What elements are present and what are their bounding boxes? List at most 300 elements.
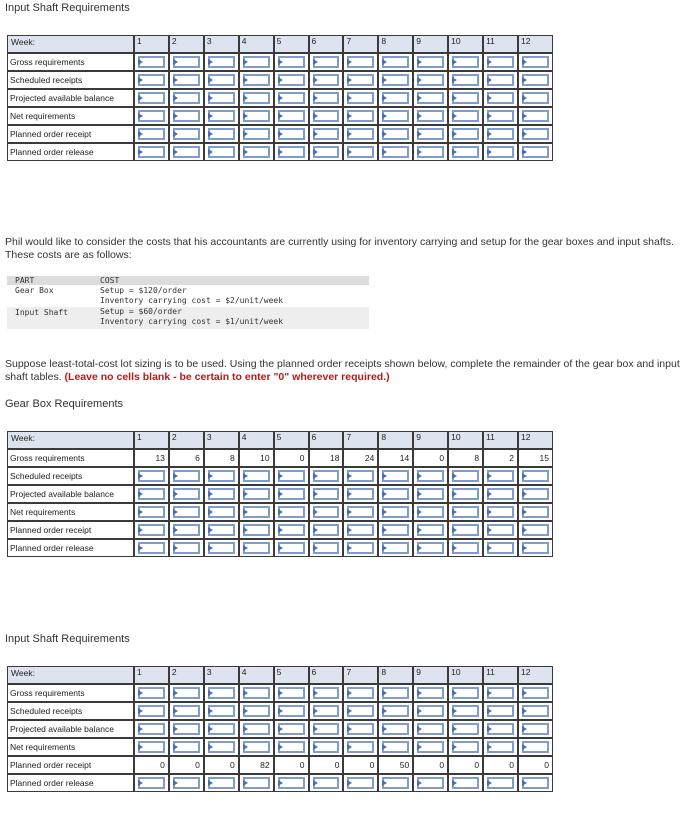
planned-order-release-row	[7, 539, 553, 557]
input-cell[interactable]	[134, 521, 169, 539]
receipt-value: 0	[204, 756, 239, 774]
week-number: 11	[483, 431, 518, 449]
input-cell[interactable]	[413, 684, 448, 702]
input-cell[interactable]	[309, 467, 344, 485]
input-cell[interactable]	[134, 774, 169, 792]
input-cell[interactable]	[518, 738, 553, 756]
cost-table	[7, 276, 369, 329]
input-cell[interactable]	[134, 143, 169, 161]
input-cell[interactable]	[413, 53, 448, 71]
row-label: Scheduled receipts	[7, 702, 134, 720]
row-label: Scheduled receipts	[7, 71, 134, 89]
input-cell[interactable]	[204, 143, 239, 161]
input-cell[interactable]	[378, 539, 413, 557]
input-cell[interactable]	[378, 720, 413, 738]
input-cell[interactable]	[134, 702, 169, 720]
week-number: 5	[274, 666, 309, 684]
week-number: 9	[413, 666, 448, 684]
input-cell[interactable]	[204, 684, 239, 702]
input-cell[interactable]	[448, 143, 483, 161]
input-cell[interactable]	[413, 738, 448, 756]
row-label: Planned order receipt	[7, 521, 134, 539]
input-cell[interactable]	[378, 774, 413, 792]
input-cell[interactable]	[343, 125, 378, 143]
input-cell[interactable]	[378, 702, 413, 720]
input-cell[interactable]	[343, 503, 378, 521]
input-cell[interactable]	[239, 720, 274, 738]
input-cell[interactable]	[274, 702, 309, 720]
receipt-value: 0	[169, 756, 204, 774]
row-label: Planned order release	[7, 539, 134, 557]
input-cell[interactable]	[204, 521, 239, 539]
week-number: 7	[343, 431, 378, 449]
input-cell[interactable]	[204, 53, 239, 71]
input-cell[interactable]	[378, 521, 413, 539]
projected-balance-row	[7, 89, 553, 107]
input-cell[interactable]	[518, 521, 553, 539]
input-cell[interactable]	[239, 503, 274, 521]
input-cell[interactable]	[309, 107, 344, 125]
net-requirements-row	[7, 738, 553, 756]
input-cell[interactable]	[309, 720, 344, 738]
input-shaft-carrying: Inventory carrying cost = $1/unit/week	[100, 317, 284, 326]
input-cell[interactable]	[518, 503, 553, 521]
gross-value: 0	[413, 449, 448, 467]
input-cell[interactable]	[309, 521, 344, 539]
gross-value: 8	[204, 449, 239, 467]
input-cell[interactable]	[274, 53, 309, 71]
input-cell[interactable]	[169, 71, 204, 89]
input-cell[interactable]	[483, 503, 518, 521]
input-cell[interactable]	[169, 521, 204, 539]
planned-order-release-row	[7, 143, 553, 161]
input-cell[interactable]	[448, 521, 483, 539]
week-number: 9	[413, 431, 448, 449]
input-cell[interactable]	[378, 684, 413, 702]
week-number: 4	[239, 431, 274, 449]
input-shaft-carrying-row	[7, 318, 369, 329]
input-cell[interactable]	[169, 125, 204, 143]
input-cell[interactable]	[343, 738, 378, 756]
row-label: Projected available balance	[7, 720, 134, 738]
week-label: Week:	[7, 431, 134, 449]
input-cell[interactable]	[448, 720, 483, 738]
input-cell[interactable]	[274, 467, 309, 485]
planned-order-release-row	[7, 774, 553, 792]
input-cell[interactable]	[169, 720, 204, 738]
input-cell[interactable]	[483, 684, 518, 702]
input-cell[interactable]	[169, 774, 204, 792]
scheduled-receipts-row	[7, 71, 553, 89]
planned-order-receipt-row	[7, 756, 553, 774]
row-label: Gross requirements	[7, 53, 134, 71]
instructions-paragraph	[5, 358, 695, 384]
input-cell[interactable]	[134, 539, 169, 557]
input-cell[interactable]	[343, 143, 378, 161]
input-cell[interactable]	[413, 702, 448, 720]
input-cell[interactable]	[274, 143, 309, 161]
week-number: 12	[518, 35, 553, 53]
input-cell[interactable]	[483, 107, 518, 125]
input-cell[interactable]	[413, 107, 448, 125]
input-cell[interactable]	[274, 738, 309, 756]
input-cell[interactable]	[169, 702, 204, 720]
input-cell[interactable]	[204, 539, 239, 557]
input-cell[interactable]	[343, 702, 378, 720]
row-label: Gross requirements	[7, 449, 134, 467]
input-cell[interactable]	[134, 467, 169, 485]
week-number: 6	[309, 35, 344, 53]
input-cell[interactable]	[309, 89, 344, 107]
input-cell[interactable]	[309, 485, 344, 503]
cost-table-header	[7, 276, 369, 285]
week-row	[7, 431, 553, 449]
input-cell[interactable]	[483, 125, 518, 143]
gross-value: 0	[274, 449, 309, 467]
row-label: Planned order release	[7, 143, 134, 161]
input-cell[interactable]	[518, 71, 553, 89]
week-number: 3	[204, 431, 239, 449]
input-cell[interactable]	[204, 107, 239, 125]
input-cell[interactable]	[448, 774, 483, 792]
input-cell[interactable]	[413, 71, 448, 89]
week-number: 5	[274, 431, 309, 449]
input-cell[interactable]	[169, 738, 204, 756]
week-row	[7, 666, 553, 684]
input-cell[interactable]	[134, 89, 169, 107]
input-cell[interactable]	[343, 89, 378, 107]
row-label: Net requirements	[7, 503, 134, 521]
input-cell[interactable]	[518, 467, 553, 485]
week-number: 6	[309, 666, 344, 684]
gross-value: 10	[239, 449, 274, 467]
input-cell[interactable]	[239, 539, 274, 557]
input-cell[interactable]	[378, 125, 413, 143]
receipt-value: 0	[274, 756, 309, 774]
input-cell[interactable]	[309, 774, 344, 792]
input-cell[interactable]	[483, 467, 518, 485]
input-cell[interactable]	[239, 485, 274, 503]
input-cell[interactable]	[343, 71, 378, 89]
input-cell[interactable]	[483, 143, 518, 161]
week-number: 11	[483, 35, 518, 53]
input-cell[interactable]	[204, 738, 239, 756]
input-cell[interactable]	[413, 125, 448, 143]
input-cell[interactable]	[204, 467, 239, 485]
input-cell[interactable]	[169, 684, 204, 702]
input-cell[interactable]	[169, 503, 204, 521]
week-number: 8	[378, 666, 413, 684]
input-cell[interactable]	[483, 738, 518, 756]
input-cell[interactable]	[239, 71, 274, 89]
row-label: Planned order release	[7, 774, 134, 792]
input-cell[interactable]	[343, 485, 378, 503]
gross-value: 6	[169, 449, 204, 467]
input-cell[interactable]	[343, 774, 378, 792]
input-cell[interactable]	[448, 125, 483, 143]
input-cell[interactable]	[309, 702, 344, 720]
week-number: 12	[518, 431, 553, 449]
input-cell[interactable]	[134, 71, 169, 89]
gear-box-title: Gear Box Requirements	[5, 398, 123, 410]
input-cell[interactable]	[448, 89, 483, 107]
input-cell[interactable]	[518, 143, 553, 161]
projected-balance-row	[7, 720, 553, 738]
input-cell[interactable]	[448, 467, 483, 485]
week-number: 4	[239, 666, 274, 684]
cost-header: COST	[100, 276, 120, 285]
receipt-value: 0	[448, 756, 483, 774]
input-cell[interactable]	[204, 125, 239, 143]
input-shaft-table	[7, 666, 553, 792]
input-cell[interactable]	[378, 503, 413, 521]
input-cell[interactable]	[518, 702, 553, 720]
week-number: 2	[169, 431, 204, 449]
input-cell[interactable]	[204, 71, 239, 89]
input-cell[interactable]	[518, 720, 553, 738]
input-cell[interactable]	[274, 71, 309, 89]
input-cell[interactable]	[309, 503, 344, 521]
input-cell[interactable]	[343, 467, 378, 485]
input-cell[interactable]	[518, 684, 553, 702]
net-requirements-row	[7, 107, 553, 125]
input-cell[interactable]	[204, 702, 239, 720]
receipt-value: 0	[413, 756, 448, 774]
gross-requirements-row	[7, 684, 553, 702]
gear-box-part: Gear Box	[15, 286, 54, 295]
input-cell[interactable]	[239, 467, 274, 485]
input-cell[interactable]	[378, 485, 413, 503]
input-cell[interactable]	[134, 684, 169, 702]
input-cell[interactable]	[448, 53, 483, 71]
input-cell[interactable]	[134, 107, 169, 125]
input-cell[interactable]	[448, 684, 483, 702]
gross-value: 14	[378, 449, 413, 467]
week-number: 12	[518, 666, 553, 684]
input-cell[interactable]	[448, 503, 483, 521]
input-cell[interactable]	[134, 485, 169, 503]
input-cell[interactable]	[204, 89, 239, 107]
week-number: 11	[483, 666, 518, 684]
input-cell[interactable]	[518, 539, 553, 557]
input-cell[interactable]	[239, 521, 274, 539]
input-cell[interactable]	[274, 521, 309, 539]
input-cell[interactable]	[204, 720, 239, 738]
week-number: 2	[169, 666, 204, 684]
input-cell[interactable]	[448, 702, 483, 720]
input-cell[interactable]	[169, 53, 204, 71]
input-cell[interactable]	[134, 720, 169, 738]
week-number: 7	[343, 35, 378, 53]
input-cell[interactable]	[378, 53, 413, 71]
input-cell[interactable]	[239, 89, 274, 107]
input-cell[interactable]	[343, 521, 378, 539]
input-cell[interactable]	[134, 125, 169, 143]
input-cell[interactable]	[204, 485, 239, 503]
projected-balance-row	[7, 485, 553, 503]
receipt-value: 82	[239, 756, 274, 774]
week-row	[7, 35, 553, 53]
input-cell[interactable]	[448, 71, 483, 89]
input-cell[interactable]	[518, 107, 553, 125]
input-cell[interactable]	[309, 684, 344, 702]
input-cell[interactable]	[169, 467, 204, 485]
input-cell[interactable]	[204, 774, 239, 792]
input-cell[interactable]	[413, 521, 448, 539]
input-cell[interactable]	[413, 89, 448, 107]
planned-order-receipt-row	[7, 521, 553, 539]
week-number: 5	[274, 35, 309, 53]
input-cell[interactable]	[448, 539, 483, 557]
scheduled-receipts-row	[7, 467, 553, 485]
gross-value: 2	[483, 449, 518, 467]
input-cell[interactable]	[518, 53, 553, 71]
week-number: 3	[204, 35, 239, 53]
gross-value: 24	[343, 449, 378, 467]
gross-requirements-row	[7, 449, 553, 467]
input-cell[interactable]	[274, 107, 309, 125]
row-label: Planned order receipt	[7, 756, 134, 774]
input-cell[interactable]	[483, 485, 518, 503]
receipt-value: 0	[483, 756, 518, 774]
input-cell[interactable]	[413, 539, 448, 557]
input-cell[interactable]	[413, 143, 448, 161]
input-cell[interactable]	[413, 485, 448, 503]
input-cell[interactable]	[448, 738, 483, 756]
row-label: Projected available balance	[7, 89, 134, 107]
input-cell[interactable]	[134, 738, 169, 756]
gross-value: 8	[448, 449, 483, 467]
input-cell[interactable]	[309, 53, 344, 71]
row-label: Net requirements	[7, 107, 134, 125]
input-cell[interactable]	[378, 71, 413, 89]
input-cell[interactable]	[274, 720, 309, 738]
week-label: Week:	[7, 666, 134, 684]
input-cell[interactable]	[274, 684, 309, 702]
input-cell[interactable]	[483, 774, 518, 792]
input-cell[interactable]	[483, 702, 518, 720]
input-cell[interactable]	[274, 125, 309, 143]
input-cell[interactable]	[309, 71, 344, 89]
top-input-shaft-title: Input Shaft Requirements	[5, 2, 130, 14]
input-cell[interactable]	[274, 485, 309, 503]
input-cell[interactable]	[343, 684, 378, 702]
input-cell[interactable]	[518, 774, 553, 792]
gross-value: 15	[518, 449, 553, 467]
input-cell[interactable]	[309, 539, 344, 557]
input-cell[interactable]	[518, 485, 553, 503]
week-number: 4	[239, 35, 274, 53]
week-number: 1	[134, 666, 169, 684]
input-shaft-setup: Setup = $60/order	[100, 307, 182, 316]
input-cell[interactable]	[518, 89, 553, 107]
gear-box-carrying-row	[7, 296, 369, 307]
gross-value: 18	[309, 449, 344, 467]
input-cell[interactable]	[239, 684, 274, 702]
input-cell[interactable]	[343, 720, 378, 738]
input-cell[interactable]	[274, 89, 309, 107]
row-label: Projected available balance	[7, 485, 134, 503]
input-shaft-part: Input Shaft	[15, 308, 68, 317]
row-label: Gross requirements	[7, 684, 134, 702]
input-cell[interactable]	[169, 539, 204, 557]
receipt-value: 0	[134, 756, 169, 774]
part-header: PART	[15, 276, 35, 285]
input-cell[interactable]	[448, 107, 483, 125]
input-cell[interactable]	[134, 53, 169, 71]
input-cell[interactable]	[378, 143, 413, 161]
input-cell[interactable]	[483, 89, 518, 107]
input-cell[interactable]	[483, 53, 518, 71]
input-cell[interactable]	[483, 521, 518, 539]
input-cell[interactable]	[309, 125, 344, 143]
input-cell[interactable]	[413, 774, 448, 792]
input-shaft-title: Input Shaft Requirements	[5, 633, 130, 645]
input-cell[interactable]	[169, 143, 204, 161]
input-cell[interactable]	[343, 539, 378, 557]
top-input-shaft-table	[7, 35, 553, 161]
input-cell[interactable]	[309, 143, 344, 161]
input-cell[interactable]	[413, 467, 448, 485]
input-cell[interactable]	[413, 503, 448, 521]
input-cell[interactable]	[274, 503, 309, 521]
input-cell[interactable]	[239, 107, 274, 125]
week-number: 9	[413, 35, 448, 53]
input-cell[interactable]	[169, 485, 204, 503]
gear-box-carrying: Inventory carrying cost = $2/unit/week	[100, 296, 284, 305]
receipt-value: 0	[343, 756, 378, 774]
input-cell[interactable]	[448, 485, 483, 503]
input-cell[interactable]	[378, 467, 413, 485]
input-cell[interactable]	[134, 503, 169, 521]
week-number: 1	[134, 35, 169, 53]
input-cell[interactable]	[483, 720, 518, 738]
input-cell[interactable]	[378, 89, 413, 107]
input-cell[interactable]	[378, 738, 413, 756]
input-cell[interactable]	[204, 503, 239, 521]
week-number: 7	[343, 666, 378, 684]
input-cell[interactable]	[413, 720, 448, 738]
input-cell[interactable]	[274, 539, 309, 557]
input-cell[interactable]	[169, 107, 204, 125]
receipt-value: 50	[378, 756, 413, 774]
input-cell[interactable]	[239, 125, 274, 143]
gross-requirements-row	[7, 53, 553, 71]
input-cell[interactable]	[483, 71, 518, 89]
week-label: Week:	[7, 35, 134, 53]
input-cell[interactable]	[169, 89, 204, 107]
input-cell[interactable]	[343, 53, 378, 71]
input-cell[interactable]	[483, 539, 518, 557]
receipt-value: 0	[309, 756, 344, 774]
week-number: 8	[378, 35, 413, 53]
input-cell[interactable]	[239, 738, 274, 756]
input-cell[interactable]	[239, 702, 274, 720]
input-cell[interactable]	[239, 143, 274, 161]
input-cell[interactable]	[239, 774, 274, 792]
input-cell[interactable]	[378, 107, 413, 125]
gross-value: 13	[134, 449, 169, 467]
input-cell[interactable]	[274, 774, 309, 792]
week-number: 8	[378, 431, 413, 449]
input-cell[interactable]	[309, 738, 344, 756]
input-cell[interactable]	[239, 53, 274, 71]
row-label: Scheduled receipts	[7, 467, 134, 485]
scheduled-receipts-row	[7, 702, 553, 720]
input-cell[interactable]	[518, 125, 553, 143]
input-cell[interactable]	[343, 107, 378, 125]
week-number: 3	[204, 666, 239, 684]
